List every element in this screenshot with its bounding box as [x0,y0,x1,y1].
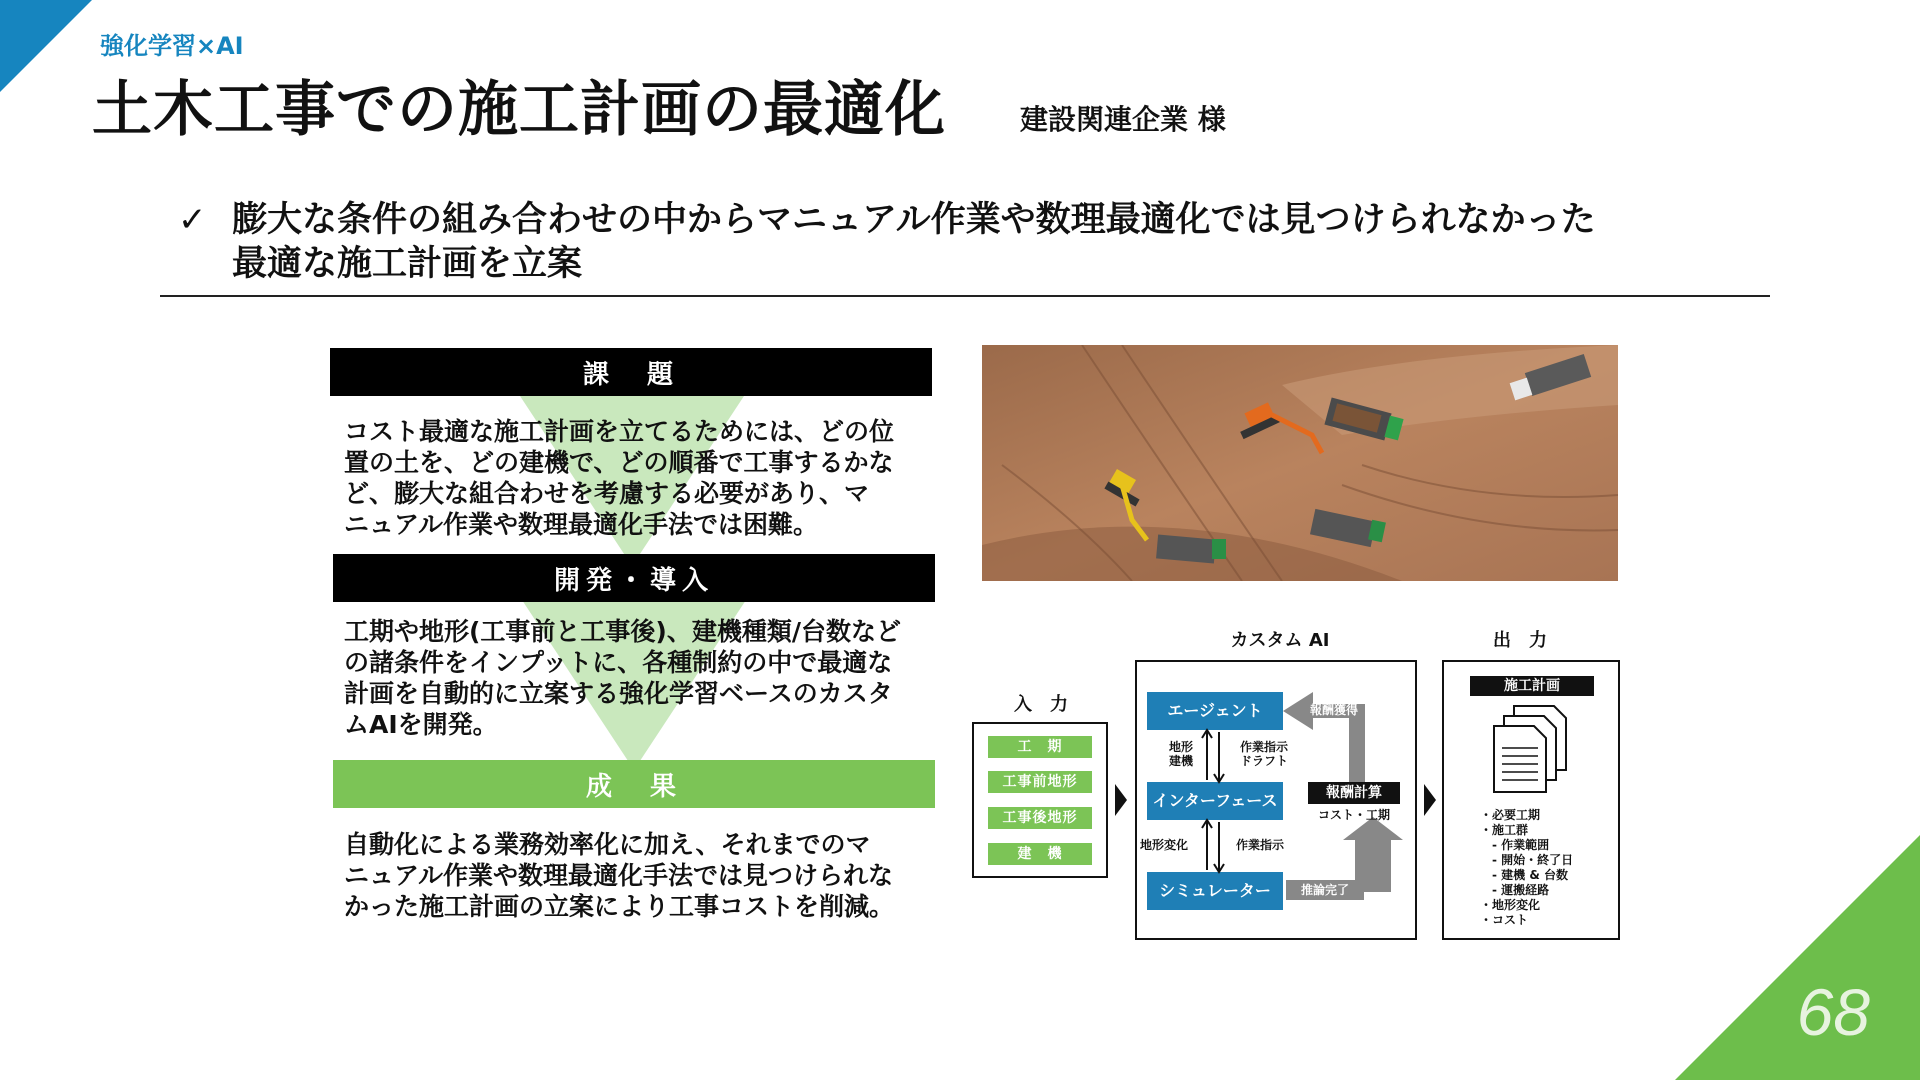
label-terrain-change: 地形変化 [1140,838,1189,852]
output-list [1480,808,1615,928]
list-item: - 運搬経路 [1480,883,1550,897]
text-line: 工期や地形(工事前と工事後)、建機種類/台数など [344,617,901,646]
document-stack-icon [1490,704,1570,798]
list-item: ・必要工期 [1480,808,1541,822]
construction-site-photo [982,345,1618,581]
list-item: - 開始・終了日 [1480,853,1574,867]
text-line: 作業指示 [1239,740,1288,754]
text-line: ど、膨大な組合わせを考慮する必要があり、マ [344,479,870,508]
section-header-result: 成 果 [333,760,935,808]
text-line: コスト最適な施工計画を立てるためには、どの位 [344,417,895,446]
list-item: ・地形変化 [1480,898,1541,912]
text-line: かった施工計画の立案により工事コストを削減。 [344,892,895,921]
reward-calc-label: 報酬計算 [1308,782,1400,804]
arrow-right-icon [1424,784,1436,816]
text-line: 計画を自動的に立案する強化学習ベースのカスタ [344,679,893,708]
section-body-issue [344,416,944,540]
text-line: ニュアル作業や数理最適化手法では困難。 [344,510,819,539]
list-item: ・コスト [1480,913,1529,927]
input-item: 工事前地形 [988,771,1092,793]
headline-line-2: 最適な施工計画を立案 [232,244,583,284]
text-line: 地形 [1168,740,1193,754]
label-work-order: 作業指示 [1236,838,1285,852]
bidirectional-arrow-icon [1198,818,1228,874]
inference-done-label: 推論完了 [1286,880,1364,900]
category-tag: 強化学習×AI [100,32,244,60]
corner-accent-top-left [0,0,92,92]
check-icon: ✓ [178,200,207,240]
list-item: - 建機 & 台数 [1480,868,1568,882]
input-item: 建 機 [988,843,1092,865]
text-line: 置の土を、どの建機で、どの順番で工事するかな [344,448,894,477]
text-line: ドラフト [1239,754,1288,768]
page-title: 土木工事での施工計画の最適化 [92,75,946,145]
output-title: 出 力 [1493,630,1547,651]
input-title: 入 力 [1014,694,1068,715]
text-line: ニュアル作業や数理最適化手法では見つけられな [344,861,894,890]
section-header-development: 開発・導入 [333,554,935,602]
headline-line-1: 膨大な条件の組み合わせの中からマニュアル作業や数理最適化では見つけられなかった [232,200,1596,240]
headline [232,198,1762,286]
section-body-result [344,829,944,922]
interface-box: インターフェース [1147,782,1283,820]
input-item: 工 期 [988,736,1092,758]
page-number: 68 [1796,975,1870,1049]
bidirectional-arrow-icon [1198,728,1228,784]
divider [160,295,1770,297]
agent-box: エージェント [1147,692,1283,730]
text-line: ムAIを開発。 [344,710,498,739]
arrow-right-icon [1115,784,1127,816]
list-item: ・施工群 [1480,823,1529,837]
reward-sub-label: コスト・工期 [1317,808,1390,822]
text-line: の諸条件をインプットに、各種制約の中で最適な [344,648,893,677]
ai-title: カスタム AI [1230,630,1330,651]
section-body-development [344,616,944,740]
label-terrain-machine [1166,740,1196,768]
client-name: 建設関連企業 様 [1020,103,1226,136]
text-line: 自動化による業務効率化に加え、それまでのマ [344,830,871,859]
text-line: 建機 [1168,754,1193,768]
list-item: - 作業範囲 [1480,838,1550,852]
input-item: 工事後地形 [988,807,1092,829]
simulator-box: シミュレーター [1147,872,1283,910]
section-header-issue: 課 題 [330,348,932,396]
output-doc-label: 施工計画 [1470,676,1594,696]
reward-get-label: 報酬獲得 [1309,703,1358,717]
